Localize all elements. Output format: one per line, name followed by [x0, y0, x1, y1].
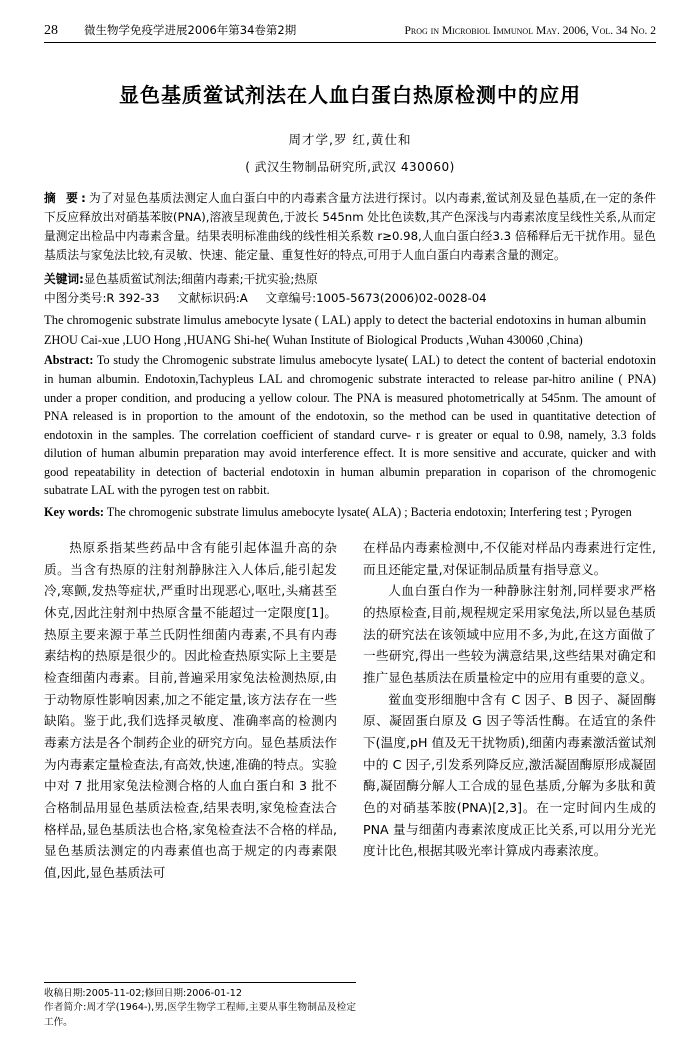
keywords-english-text: The chromogenic substrate limulus amebocyte lysate( ALA) ; Bacteria endotoxin; Interfering test ; Pyrogen [103, 504, 632, 519]
abstract-chinese-text: 为了对显色基质法测定人血白蛋白中的内毒素含量方法进行探讨。以内毒素,鲎试剂及显色基质,在一定的条件下反应释放出对硝基苯胺(PNA),溶液呈现黄色,于波长 545nm 处比色读数,其产色深浅与内毒素浓度呈线性关系,从而定量测定出检品中内毒素含量。结果表明标准曲线的线性相关系数 r≥0.98,人血白蛋白经3.3 倍稀释后无干扰作用。显色基质法与家兔法比较,有灵敏、快速、能定量、重复性好的特点,可用于人血白蛋白内毒素含量的测定。 [44, 191, 656, 262]
abstract-chinese [44, 189, 656, 265]
abstract-english-label: Abstract: [44, 353, 94, 368]
abstract-chinese-label: 摘 要: [44, 191, 89, 205]
body-paragraph: 在样品内毒素检测中,不仅能对样品内毒素进行定性,而且还能定量,对保证制品质量有指导意义。 [363, 540, 656, 577]
article-id: 文章编号:1005-5673(2006)02-0028-04 [265, 290, 487, 305]
footnote-dates: 收稿日期:2005-11-02;修回日期:2006-01-12 [44, 987, 242, 999]
clc-number: 中图分类号:R 392-33 [44, 290, 160, 305]
body-paragraph: 鲎血变形细胞中含有 C 因子、B 因子、凝固酶原、凝固蛋白原及 G 因子等活性酶。在适宜的条件下(温度,pH 值及无干扰物质),细菌内毒素激活鲎试剂中的 C 因子,引发系列降反应,激活凝固酶原形成凝固酶,凝固酶分解人工合成的显色基质,分解为多肽和黄色的对硝基苯胺(PNA)[2,3]。在一定时间内生成的 PNA 量与细菌内毒素浓度成正比关系,可以用分光光度计比色,根据其吸光率计算成内毒素浓度。 [363, 691, 656, 859]
article-title-english: The chromogenic substrate limulus amebocyte lysate ( LAL) apply to detect the bacterial endotoxins in human albumin [44, 313, 647, 328]
author-list-english: ZHOU Cai-xue ,LUO Hong ,HUANG Shi-he( Wuhan Institute of Biological Products ,Wuhan 430060 ,China) [44, 333, 583, 348]
body-paragraph: 热原系指某些药品中含有能引起体温升高的杂质。当含有热原的注射剂静脉注入人体后,能引起发冷,寒颤,发热等症状,严重时出现恶心,呕吐,头痛甚至休克,因此注射剂中热原含量不能超过一定限度[1]。热原主要来源于革兰氏阴性细菌内毒素,不具有内毒素结构的热原是很少的。因此检查热原实际上主要是检查细菌内毒素。目前,普遍采用家兔法检测热原,由于动物原性影响因素,加之不能定量,该方法存在一些缺陷。鉴于此,我们选择灵敏度、准确率高的检测内毒素方法是各个制药企业的研究方向。显色基质法作为内毒素定量检查法,有高效,快速,准确的特点。实验中对 7 批用家兔法检测合格的人血白蛋白和 3 批不合格制品用显色基质法检查,结果表明,家兔检查法合格样品,显色基质法也合格,家兔检查法不合格的样品,显色基质法测定的内毒素值也高于规定的内毒素限值,因此,显色基质法可 [44, 540, 337, 880]
keywords-chinese [44, 270, 656, 289]
affiliation-chinese: ( 武汉生物制品研究所,武汉 430060) [245, 160, 455, 174]
document-code: 文献标识码:A [177, 290, 248, 305]
classification-line [44, 289, 656, 308]
footnote-block [44, 982, 356, 1030]
keywords-chinese-label: 关键词: [44, 271, 84, 286]
journal-title-chinese: 微生物学免疫学进展2006年第34卷第2期 [84, 23, 297, 37]
abstract-english-text: To study the Chromogenic substrate limulus amebocyte lysate( LAL) to detect the content of bacterial endotoxin in human albumin. Endotoxin,Tachypleus LAL and chromogenic substrate interacted to release par-hitro aniline ( PNA) under a proper condition, and producing a yellow colour. The PNA is measured photometrically at 545nm. The amount of PNA released is in proportion to the amount of the endotoxin, so the method can be used in quantitative detection of endotoxin in the samples. The correlation coefficient of standard curve- r is greater or equal to 0.98, namely, 3.3 folds dilution of human albumin preparation may avoid interference effect. It is more sensitive and accurate, quicker and with good repeatability in detection of bacterial endotoxin in human albumin preparation in coparison of the chromogenic subatrate LAL with the pyrogen test on rabbit. [44, 353, 656, 498]
body-column-right [363, 537, 656, 884]
abstract-english [44, 351, 656, 499]
running-head [44, 22, 656, 43]
footnote-author-bio: 作者简介:周才学(1964-),男,医学生物学工程师,主要从事生物制品及检定工作。 [44, 1002, 356, 1028]
body-column-left [44, 537, 337, 884]
keywords-chinese-text: 显色基质鲎试剂法;细菌内毒素;干扰实验;热原 [83, 271, 318, 286]
body-columns [44, 537, 656, 884]
body-paragraph: 人血白蛋白作为一种静脉注射剂,同样要求严格的热原检查,目前,规程规定采用家兔法,所以显色基质法的研究法在该领域中应用不多,为此,在这方面做了一些研究,得出一些较为满意结果,这些结果对确定和推广显色基质法在质量检定中的应用有重要的意义。 [363, 583, 656, 686]
author-list-chinese: 周才学,罗 红,黄仕和 [288, 132, 412, 147]
article-title-chinese: 显色基质鲎试剂法在人血白蛋白热原检测中的应用 [119, 83, 581, 107]
page-number: 28 [44, 23, 58, 38]
keywords-english [44, 503, 656, 521]
keywords-english-label: Key words: [44, 504, 104, 519]
journal-title-english: Prog in Microbiol Immunol May. 2006, Vol. 34 No. 2 [404, 25, 656, 37]
